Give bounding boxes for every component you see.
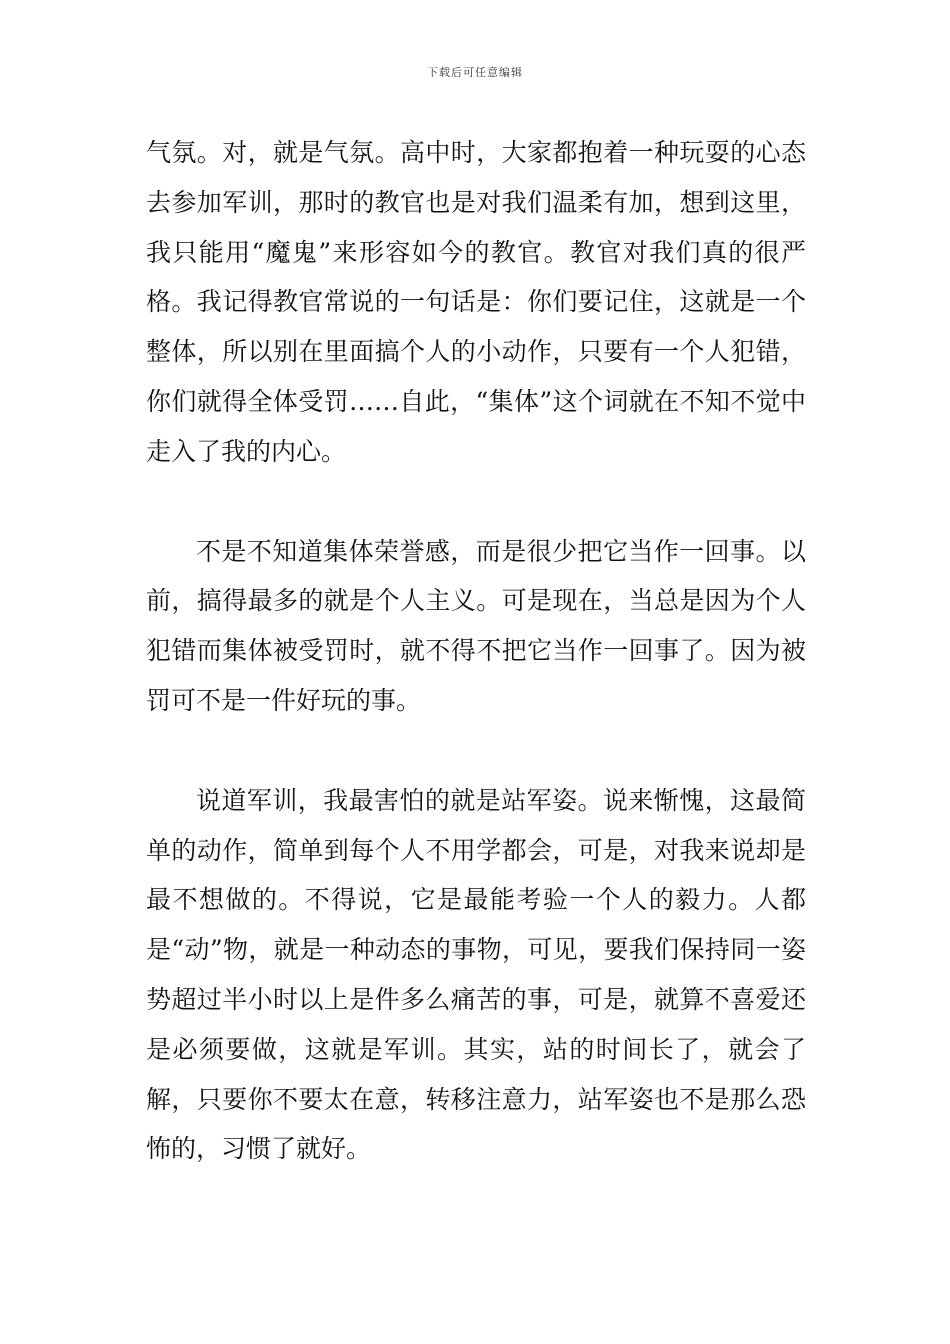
document-body <box>146 128 806 1174</box>
page-header-note: 下载后可任意编辑 <box>427 66 523 79</box>
paragraph-gap <box>146 726 806 776</box>
paragraph-2: 不是不知道集体荣誉感，而是很少把它当作一回事。以前，搞得最多的就是个人主义。可是现在，当总是因为个人犯错而集体被受罚时，就不得不把它当作一回事了。因为被罚可不是一件好玩的事。 <box>146 536 806 715</box>
paragraph-1: 气氛。对，就是气氛。高中时，大家都抱着一种玩耍的心态去参加军训，那时的教官也是对我们温柔有加，想到这里，我只能用“魔鬼”来形容如今的教官。教官对我们真的很严格。我记得教官常说的一句话是：你们要记住，这就是一个整体，所以别在里面搞个人的小动作，只要有一个人犯错，你们就得全体受罚……自此，“集体”这个词就在不知不觉中走入了我的内心。 <box>146 138 806 466</box>
paragraph-gap <box>146 477 806 527</box>
paragraph-3: 说道军训，我最害怕的就是站军姿。说来惭愧，这最简单的动作，简单到每个人不用学都会，可是，对我来说却是最不想做的。不得说，它是最能考验一个人的毅力。人都是“动”物，就是一种动态的事物，可见，要我们保持同一姿势超过半小时以上是件多么痛苦的事，可是，就算不喜爱还是必须要做，这就是军训。其实，站的时间长了，就会了解，只要你不要太在意，转移注意力，站军姿也不是那么恐怖的，习惯了就好。 <box>146 785 806 1164</box>
